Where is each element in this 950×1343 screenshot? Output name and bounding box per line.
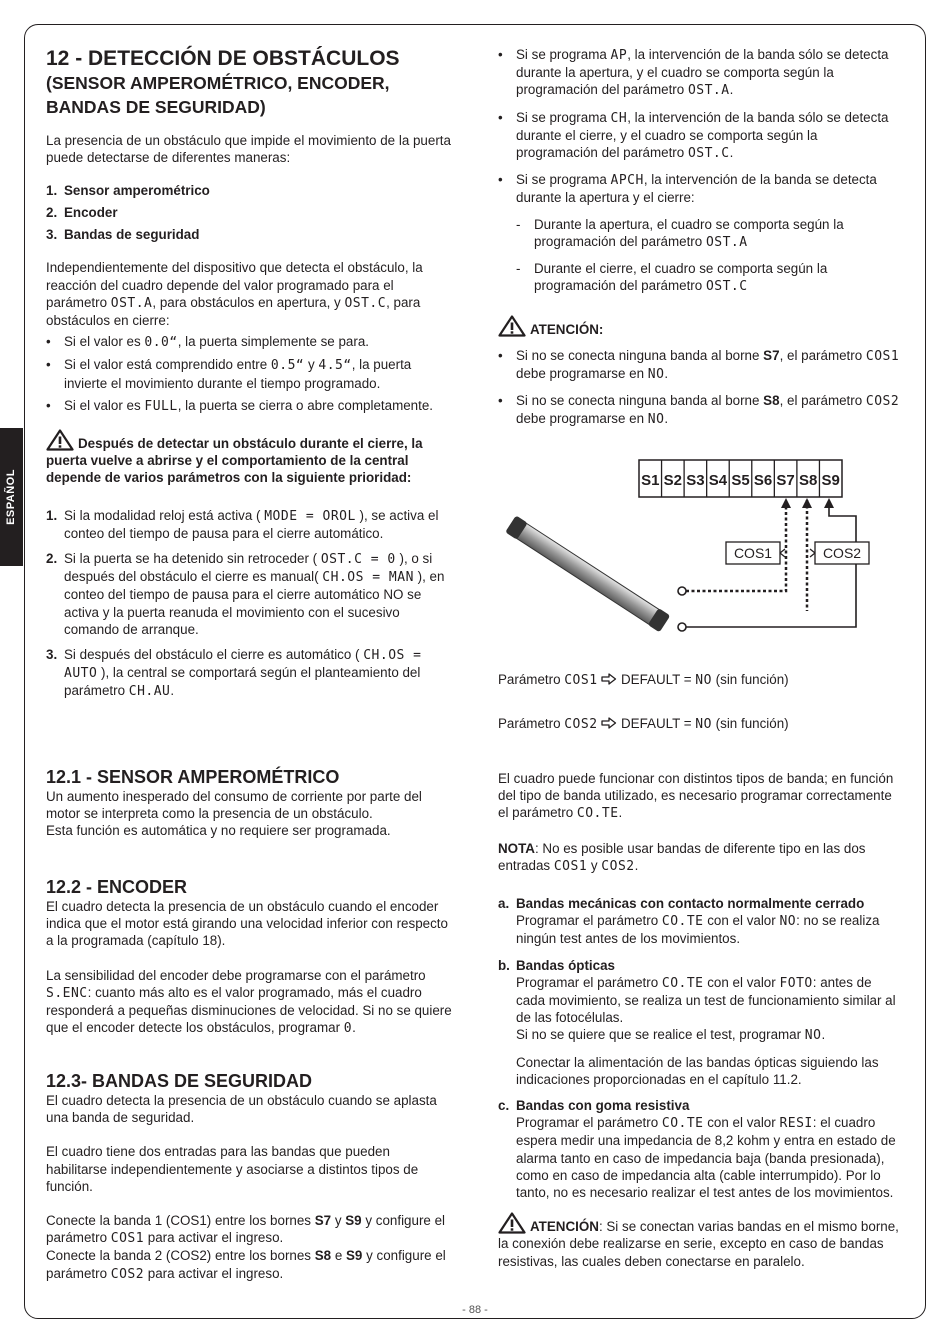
- right-column-top: [498, 46, 902, 428]
- section-12-2-title: 12.2 - ENCODER: [46, 877, 188, 897]
- section-12-3-title: 12.3- BANDAS DE SEGURIDAD: [46, 1071, 313, 1091]
- default-cos2: Parámetro COS2 DEFAULT = NO (sin función): [498, 716, 789, 733]
- section-subtitle-2: BANDAS DE SEGURIDAD): [46, 97, 266, 117]
- safety-edge-diagram: [498, 452, 902, 652]
- value-item: • Si el valor es FULL, la puerta se cierra o abre completamente.: [46, 397, 454, 415]
- defaults-block: [498, 671, 902, 733]
- types-block: [498, 770, 902, 1270]
- warning-icon: [498, 1212, 526, 1234]
- arrows: [781, 498, 834, 508]
- terminal-s1: S1: [641, 472, 660, 489]
- sub-item: - Durante el cierre, el cuadro se comporta según la programación del parámetro OST.C: [498, 260, 902, 295]
- arrow-right-icon: [601, 717, 617, 729]
- attention-list: [498, 347, 902, 429]
- language-tab: [0, 428, 23, 566]
- param-ost-c: OST.C: [344, 295, 387, 311]
- edge-type-item: b. Bandas ópticas Programar el parámetro CO.TE con el valor FOTO: antes de cada movimiento, se realiza un test de funcionamiento similar al de las fotocélulas. Si no se quiere que se realice el test, programar NO. Conectar la alimentación de las bandas ópticas siguiendo las indicaciones proporcionadas en el capítulo 11.2.: [498, 957, 896, 1087]
- arrow-right-icon: [601, 673, 617, 685]
- final-attention: ATENCIÓN: Si se conectan varias bandas en el mismo borne, la conexión debe realizarse en serie, excepto en caso de bandas resistivas, las cuales deben conectarse en paralelo.: [498, 1212, 902, 1270]
- warning-paragraph: Después de detectar un obstáculo durante el cierre, la puerta vuelve a abrirse y el comportamiento de la central depende de varios parámetros con la siguiente prioridad:: [46, 429, 454, 487]
- terminal-s6: S6: [753, 472, 773, 489]
- language-label: ESPAÑOL: [5, 469, 17, 525]
- section-12-3-p2: El cuadro tiene dos entradas para las bandas que pueden habilitarse independientemente y asociarse a distintos tipos de función.: [46, 1144, 419, 1194]
- cos1-label: COS1: [733, 545, 773, 561]
- attention-item: • Si no se conecta ninguna banda al borne S8, el parámetro COS2 debe programarse en NO.: [498, 392, 902, 428]
- value-item: • Si el valor está comprendido entre 0.5“ y 4.5“, la puerta invierte el movimiento durante el tiempo programado.: [46, 356, 454, 391]
- priority-item: 1. Si la modalidad reloj está activa ( MODE = OROL ), se activa el conteo del tiempo de pausa para el cierre automático.: [46, 507, 439, 541]
- terminal-dot: [678, 587, 686, 595]
- terminal-dot: [678, 623, 686, 631]
- mode-item: • Si se programa APCH, la intervención de la banda se detecta durante la apertura y el cierre:: [498, 171, 902, 206]
- sub-item: - Durante la apertura, el cuadro se comporta según la programación del parámetro OST.A: [498, 216, 902, 251]
- modes-list: [498, 46, 902, 207]
- section-12-1-title: 12.1 - SENSOR AMPEROMÉTRICO: [46, 767, 340, 787]
- types-intro: El cuadro puede funcionar con distintos tipos de banda; en función del tipo de banda utilizado, es necesario programar correctamente el parámetro CO.TE.: [498, 771, 894, 822]
- left-column-top: [46, 46, 454, 701]
- param-ost-a: OST.A: [110, 295, 153, 311]
- edge-types-list: [498, 895, 902, 1201]
- section-12-2-p1: El cuadro detecta la presencia de un obstáculo cuando el encoder indica que el motor está girando una velocidad inferior con respecto a la programada (capítulo 18).: [46, 899, 448, 949]
- method-item: 3. Bandas de seguridad: [46, 227, 200, 243]
- mode-item: • Si se programa AP, la intervención de la banda sólo se detecta durante la apertura, y el cuadro se comporta según la programación del parámetro OST.A.: [498, 46, 902, 100]
- section-12-3-p3: Conecte la banda 1 (COS1) entre los bornes S7 y S9 y configure el parámetro COS1 para activar el ingreso.: [46, 1213, 446, 1247]
- sub-list: [498, 216, 902, 296]
- section-12-1: [46, 766, 454, 840]
- value-item: • Si el valor es 0.0“, la puerta simplemente se para.: [46, 333, 454, 351]
- intro-paragraph: La presencia de un obstáculo que impide el movimiento de la puerta puede detectarse de diferentes maneras:: [46, 133, 451, 166]
- section-12-1-p2: Esta función es automática y no requiere ser programada.: [46, 823, 391, 839]
- attention-item: • Si no se conecta ninguna banda al borne S7, el parámetro COS1 debe programarse en NO.: [498, 347, 902, 383]
- methods-list: [46, 180, 454, 246]
- terminal-s8: S8: [798, 472, 818, 489]
- section-12-1-p1: Un aumento inesperado del consumo de corriente por parte del motor se interpreta como la presencia de un obstáculo.: [46, 789, 422, 822]
- reaction-paragraph: Independientemente del dispositivo que detecta el obstáculo, la reacción del cuadro depende del valor programado para el parámetro OST.A, para obstáculos en apertura, y OST.C, para obstáculos en cierre:: [46, 260, 423, 329]
- terminal-block: [639, 460, 842, 497]
- section-title: 12 - DETECCIÓN DE OBSTÁCULOS: [46, 47, 400, 70]
- cos2-label: COS2: [822, 545, 862, 561]
- section-12-3-p4: Conecte la banda 2 (COS2) entre los bornes S8 e S9 y configure el parámetro COS2 para activar el ingreso.: [46, 1248, 446, 1282]
- section-12-3: [46, 1070, 454, 1283]
- terminal-s5: S5: [731, 472, 750, 489]
- terminal-s2: S2: [663, 472, 683, 489]
- attention-heading: ATENCIÓN:: [498, 315, 902, 338]
- section-subtitle-1: (SENSOR AMPEROMÉTRICO, ENCODER,: [46, 73, 390, 93]
- section-12-2: [46, 876, 454, 1037]
- method-item: 1. Sensor amperométrico: [46, 183, 210, 199]
- terminal-s7: S7: [776, 472, 795, 489]
- safety-edge-icon: [505, 515, 670, 632]
- section-12-3-p1: El cuadro detecta la presencia de un obstáculo cuando se aplasta una banda de seguridad.: [46, 1093, 437, 1126]
- method-item: 2. Encoder: [46, 205, 118, 221]
- section-12-2-p2: La sensibilidad del encoder debe programarse con el parámetro S.ENC: cuanto más alto es el valor programado, más el cuadro responderá a pequeñas disminuciones de velocidad. Si no se quiere que el encoder detecte los obstáculos, programar 0.: [46, 967, 452, 1037]
- terminal-s3: S3: [686, 472, 705, 489]
- mode-item: • Si se programa CH, la intervención de la banda sólo se detecta durante el cierre, y el cuadro se comporta según la programación del parámetro OST.C.: [498, 109, 902, 163]
- priority-item: 3. Si después del obstáculo el cierre es automático ( CH.OS = AUTO ), la central se comportará según el planteamiento del parámetro CH.AU.: [46, 647, 422, 700]
- values-list: [46, 333, 454, 415]
- default-cos1: Parámetro COS1 DEFAULT = NO (sin función): [498, 672, 789, 688]
- edge-type-item: a. Bandas mecánicas con contacto normalmente cerrado Programar el parámetro CO.TE con el valor NO: no se realiza ningún test antes de los movimientos.: [498, 896, 880, 947]
- priority-item: 2. Si la puerta se ha detenido sin retroceder ( OST.C = 0 ), o si después del obstáculo el cierre es manual( CH.OS = MAN ), en conteo del tiempo de pausa para el cierre automático NO se activa y la puerta reanuda el movimiento con el sucesivo comando de arranque.: [46, 551, 445, 637]
- page-number: - 88 -: [462, 1304, 488, 1316]
- nota-paragraph: NOTA: No es posible usar bandas de diferente tipo en las dos entradas COS1 y COS2.: [498, 840, 866, 874]
- priority-list: [46, 507, 454, 701]
- edge-type-item: c. Bandas con goma resistiva Programar el parámetro CO.TE con el valor RESI: el cuadro espera medir una impedancia de 8,2 kohm y entra en estado de alarma tanto en caso de impedancia baja (banda presionada), como en caso de impedancia alta (cable interrumpido). Por lo tanto, no es necesario realizar el test antes de los movimientos.: [498, 1098, 896, 1201]
- terminal-s9: S9: [821, 472, 840, 489]
- warning-icon: [46, 429, 74, 451]
- warning-icon: [498, 315, 526, 337]
- terminal-s4: S4: [708, 472, 728, 489]
